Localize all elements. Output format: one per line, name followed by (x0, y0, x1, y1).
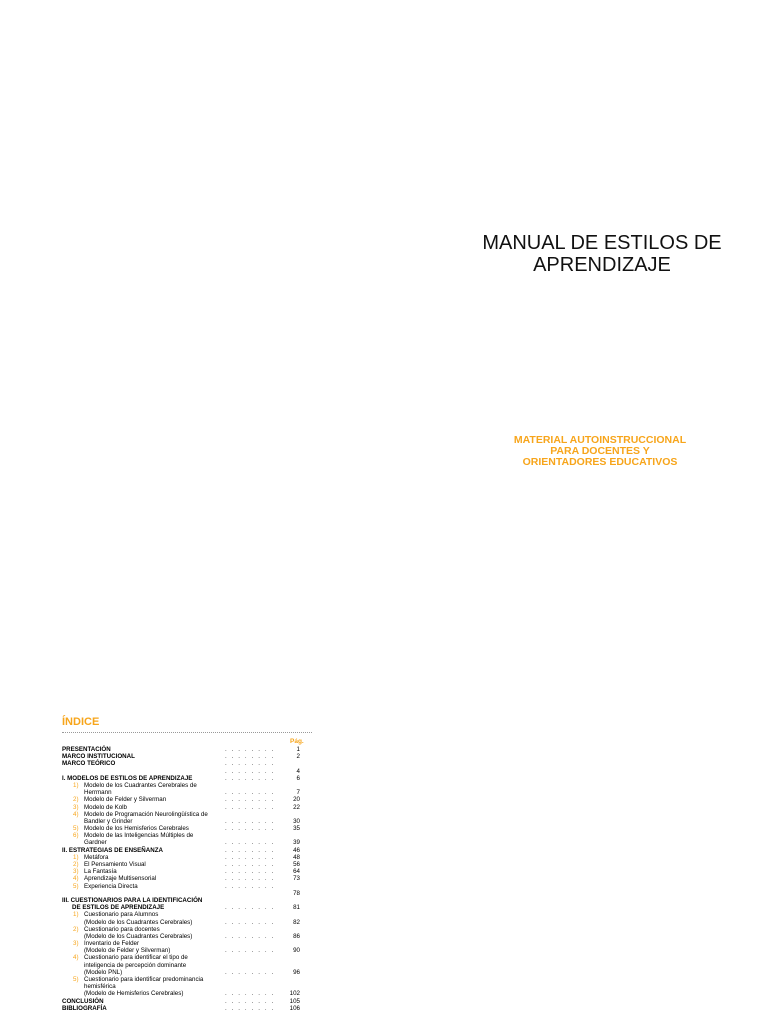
toc-entry-number: 1) (73, 781, 79, 789)
toc-entry (62, 789, 312, 796)
toc-page-number: 4 (296, 767, 300, 775)
toc-leader-dots: . . . . . . . . (225, 861, 275, 868)
document-subtitle-line-2: PARA DOCENTES Y (550, 445, 650, 457)
toc-entry (62, 976, 312, 983)
toc-entry-label: (Modelo de los Cuadrantes Cerebrales) (84, 932, 193, 940)
toc-entry (62, 911, 312, 918)
toc-entry-label: Modelo de Felder y Silverman (84, 796, 167, 804)
toc-page-number: 6 (296, 774, 300, 782)
toc-leader-dots: . . . . . . . . (225, 997, 275, 1005)
toc-entry (62, 897, 312, 904)
document-title-line-1: MANUAL DE ESTILOS DE (482, 232, 722, 254)
toc-leader-dots: . . . . . . . . (225, 846, 275, 854)
toc-entry-label: Modelo de los Cuadrantes Cerebrales de (84, 781, 197, 789)
toc-entry-label: I. MODELOS DE ESTILOS DE APRENDIZAJE (62, 774, 193, 782)
toc-leader-dots: . . . . . . . . (225, 767, 275, 775)
toc-entry (62, 883, 312, 890)
toc-entry-label: Cuestionario para docentes (84, 925, 160, 933)
toc-entry-number: 3) (73, 868, 79, 876)
toc-leader-dots: . . . . . . . . (225, 839, 275, 847)
toc-entry-label: BIBLIOGRAFÍA (62, 1004, 107, 1012)
toc-entry-label: CONCLUSIÓN (62, 997, 104, 1005)
toc-leader-dots: . . . . . . . . (225, 968, 275, 976)
toc-entry (62, 746, 312, 753)
toc-leader-dots: . . . . . . . . (225, 904, 275, 912)
toc-list (62, 746, 312, 1012)
toc-entry-number: 1) (73, 853, 79, 861)
toc-page-number: 86 (293, 932, 300, 940)
document-subtitle-line-3: ORIENTADORES EDUCATIVOS (522, 456, 678, 468)
toc-entry (62, 825, 312, 832)
toc-entry (62, 775, 312, 782)
toc-entry (62, 1005, 312, 1012)
toc-entry-label: Metáfora (84, 853, 109, 861)
toc-divider (62, 732, 312, 733)
toc-entry (62, 998, 312, 1005)
toc-leader-dots: . . . . . . . . (225, 817, 275, 825)
toc-entry-label: MARCO INSTITUCIONAL (62, 753, 135, 761)
toc-leader-dots: . . . . . . . . (225, 947, 275, 955)
toc-entry (62, 832, 312, 839)
toc-page-number: 81 (293, 904, 300, 912)
toc-entry (62, 868, 312, 875)
toc-leader-dots: . . . . . . . . (225, 753, 275, 761)
toc-entry-label: Cuestionario para identificar el tipo de (84, 954, 188, 962)
toc-entry-label: Inventario de Felder (84, 940, 140, 948)
toc-entry (62, 854, 312, 861)
toc-entry-label: (Modelo PNL) (84, 968, 123, 976)
toc-entry-number: 2) (73, 861, 79, 868)
toc-leader-dots: . . . . . . . . (225, 803, 275, 811)
toc-page-number: 1 (296, 746, 300, 753)
toc-entry-label: Herrmann (84, 789, 112, 797)
toc-page-number: 96 (293, 968, 300, 976)
toc-entry-label: El Pensamiento Visual (84, 861, 146, 868)
toc-entry-label: Cuestionario para identificar predominancia (84, 976, 204, 983)
toc-entry-label: DE ESTILOS DE APRENDIZAJE (72, 904, 165, 912)
toc-entry (62, 983, 312, 990)
toc-leader-dots: . . . . . . . . (225, 918, 275, 926)
toc-entry-number: 5) (73, 976, 79, 983)
toc-page-number: 2 (296, 753, 300, 761)
toc-entry-label: Aprendizaje Multisensorial (84, 875, 157, 883)
toc-entry-label: inteligencia de percepción dominante (84, 961, 187, 969)
toc-entry-label: hemisférica (84, 983, 116, 991)
toc-entry-number: 3) (73, 940, 79, 948)
toc-page-number: 90 (293, 947, 300, 955)
toc-page-number: 82 (293, 918, 300, 926)
toc-leader-dots: . . . . . . . . (225, 760, 275, 768)
toc-entry (62, 969, 312, 976)
toc-leader-dots: . . . . . . . . (225, 932, 275, 940)
toc-leader-dots: . . . . . . . . (225, 774, 275, 782)
toc-entry-label: Modelo de las Inteligencias Múltiples de (84, 832, 194, 840)
toc-page-number: 106 (289, 1004, 300, 1012)
toc-page-number: 46 (293, 846, 300, 854)
document-subtitle (510, 435, 690, 468)
toc-entry (62, 847, 312, 854)
toc-leader-dots: . . . . . . . . (225, 796, 275, 804)
document-title-line-2: APRENDIZAJE (533, 254, 671, 276)
toc-entry (62, 990, 312, 997)
toc-entry (62, 940, 312, 947)
toc-entry-label: Modelo de los Hemisferios Cerebrales (84, 825, 189, 833)
toc-entry-label: (Modelo de Hemisferios Cerebrales) (84, 990, 184, 998)
toc-page-number: 39 (293, 839, 300, 847)
toc-entry-label: Bandler y Grinder (84, 817, 133, 825)
toc-page-number: 56 (293, 861, 300, 868)
table-of-contents (62, 716, 312, 1012)
toc-page-number: 20 (293, 796, 300, 804)
toc-entry-label: MARCO TEÓRICO (62, 760, 116, 768)
toc-entry-label: La Fantasía (84, 868, 117, 876)
toc-entry (62, 904, 312, 911)
toc-page-number: 48 (293, 853, 300, 861)
toc-entry (62, 768, 312, 775)
toc-entry (62, 760, 312, 767)
toc-entry-label: PRESENTACIÓN (62, 746, 111, 753)
toc-page-number: 30 (293, 817, 300, 825)
toc-entry-label: III. CUESTIONARIOS PARA LA IDENTIFICACIÓN (62, 896, 203, 904)
toc-page-number: 73 (293, 875, 300, 883)
toc-entry-label: Modelo de Kolb (84, 803, 127, 811)
toc-entry-number: 4) (73, 875, 79, 883)
toc-entry-label: Experiencia Directa (84, 882, 138, 890)
toc-entry-number: 5) (73, 882, 79, 890)
toc-entry-label: Cuestionario para Alumnos (84, 911, 159, 919)
toc-leader-dots: . . . . . . . . (225, 990, 275, 998)
toc-entry (62, 811, 312, 818)
toc-entry (62, 861, 312, 868)
toc-entry-number: 3) (73, 803, 79, 811)
toc-entry (62, 933, 312, 940)
toc-page-number: 7 (296, 789, 300, 797)
toc-leader-dots: . . . . . . . . (225, 875, 275, 883)
toc-entry (62, 804, 312, 811)
toc-page-column-label: Pág. (290, 738, 304, 745)
toc-entry-number: 4) (73, 954, 79, 962)
toc-page-number: 22 (293, 803, 300, 811)
toc-entry-number: 1) (73, 911, 79, 919)
toc-leader-dots: . . . . . . . . (225, 746, 275, 753)
toc-entry (62, 919, 312, 926)
toc-entry-label: (Modelo de los Cuadrantes Cerebrales) (84, 918, 193, 926)
toc-page-number: 102 (289, 990, 300, 998)
toc-entry (62, 962, 312, 969)
toc-entry-number: 6) (73, 832, 79, 840)
toc-entry-number: 2) (73, 925, 79, 933)
toc-leader-dots: . . . . . . . . (225, 825, 275, 833)
toc-page-number: 64 (293, 868, 300, 876)
toc-entry-label: (Modelo de Felder y Silverman) (84, 947, 171, 955)
toc-page-number: 35 (293, 825, 300, 833)
toc-entry (62, 954, 312, 961)
toc-leader-dots: . . . . . . . . (225, 1004, 275, 1012)
toc-entry-label: Modelo de Programación Neurolingüística de (84, 810, 208, 818)
document-subtitle-line-1: MATERIAL AUTOINSTRUCCIONAL (513, 434, 687, 446)
toc-leader-dots: . . . . . . . . (225, 868, 275, 876)
toc-entry (62, 818, 312, 825)
toc-entry-number: 5) (73, 825, 79, 833)
toc-entry (62, 875, 312, 882)
toc-entry-number: 2) (73, 796, 79, 804)
toc-entry (62, 926, 312, 933)
toc-heading: ÍNDICE (62, 716, 100, 728)
toc-page-number: 105 (289, 997, 300, 1005)
toc-page-number: 78 (293, 889, 300, 897)
toc-entry (62, 796, 312, 803)
toc-entry-number: 4) (73, 810, 79, 818)
toc-leader-dots: . . . . . . . . (225, 789, 275, 797)
toc-entry (62, 890, 312, 897)
toc-leader-dots: . . . . . . . . (225, 853, 275, 861)
toc-entry-label: Gardner (84, 839, 107, 847)
toc-entry (62, 839, 312, 846)
document-title (420, 232, 768, 276)
toc-entry (62, 947, 312, 954)
toc-entry-label: II. ESTRATEGIAS DE ENSEÑANZA (62, 846, 163, 854)
toc-entry (62, 782, 312, 789)
toc-leader-dots: . . . . . . . . (225, 882, 275, 890)
